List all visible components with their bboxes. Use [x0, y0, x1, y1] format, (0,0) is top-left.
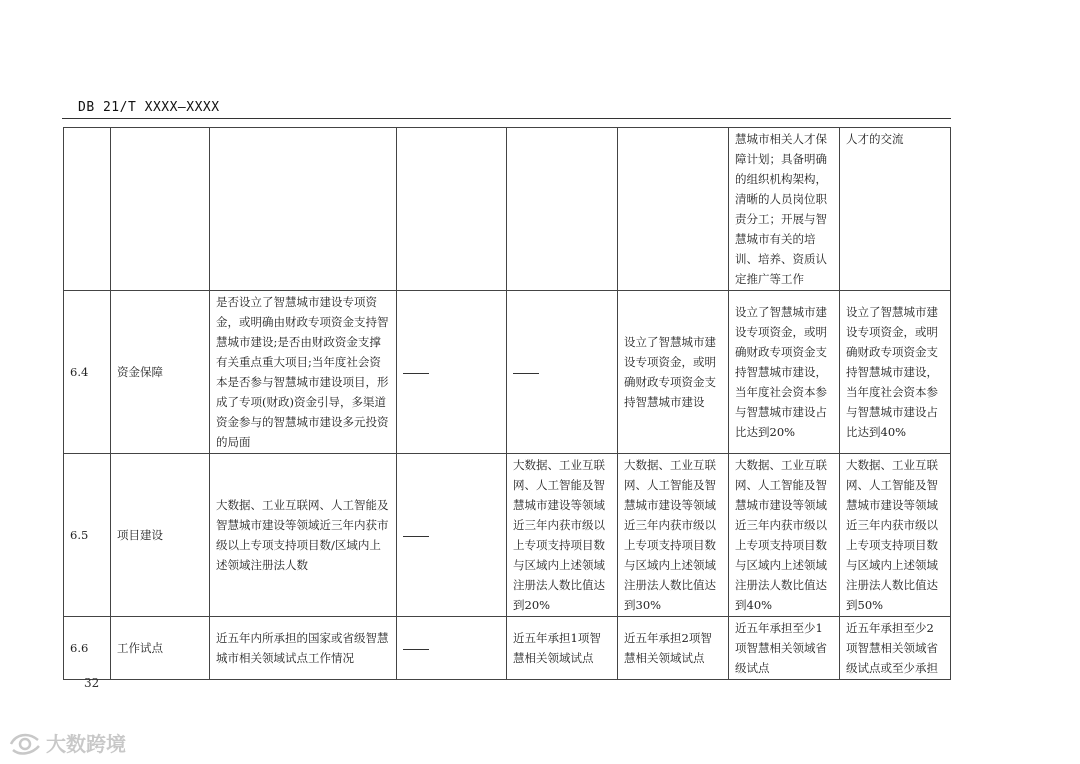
cell-id: 6.4 — [64, 291, 111, 454]
cell-id: 6.5 — [64, 454, 111, 617]
cell-level-5: 设立了智慧城市建设专项资金，或明确财政专项资金支持智慧城市建设，当年度社会资本参与智慧城市建设占比达到40% — [840, 291, 951, 454]
cell-desc: 是否设立了智慧城市建设专项资金，或明确由财政专项资金支持智慧城市建设;是否由财政资金支撑有关重点重大项目;当年度社会资本是否参与智慧城市建设项目，形成了专项(财政)资金引导，多渠道资金参与的智慧城市建设多元投资的局面 — [210, 291, 397, 454]
evaluation-table — [63, 127, 951, 680]
cell-level-1 — [397, 454, 507, 617]
document-code: DB 21/T XXXX—XXXX — [78, 100, 220, 115]
dash-mark — [403, 373, 429, 374]
table-row — [64, 454, 951, 617]
cell-name: 工作试点 — [111, 617, 210, 680]
cell-level-5: 大数据、工业互联网、人工智能及智慧城市建设等领域近三年内获市级以上专项支持项目数与区域内上述领域注册法人数比值达到50% — [840, 454, 951, 617]
cell-level-5: 近五年承担至少2项智慧相关领域省级试点或至少承担 — [840, 617, 951, 680]
cell-level-3: 设立了智慧城市建设专项资金，或明确财政专项资金支持智慧城市建设 — [618, 291, 729, 454]
cell-level-2 — [507, 128, 618, 291]
cell-level-5: 人才的交流 — [840, 128, 951, 291]
cell-id: 6.6 — [64, 617, 111, 680]
page-number: 32 — [84, 676, 100, 690]
table-row — [64, 128, 951, 291]
cell-level-2 — [507, 291, 618, 454]
cell-level-3: 近五年承担2项智慧相关领域试点 — [618, 617, 729, 680]
cell-desc: 大数据、工业互联网、人工智能及智慧城市建设等领域近三年内获市级以上专项支持项目数/区域内上述领域注册法人数 — [210, 454, 397, 617]
cell-level-1 — [397, 617, 507, 680]
cell-level-4: 设立了智慧城市建设专项资金，或明确财政专项资金支持智慧城市建设，当年度社会资本参与智慧城市建设占比达到20% — [729, 291, 840, 454]
table-row — [64, 617, 951, 680]
cell-level-2: 近五年承担1项智慧相关领域试点 — [507, 617, 618, 680]
dash-mark — [403, 649, 429, 650]
cell-level-4: 大数据、工业互联网、人工智能及智慧城市建设等领域近三年内获市级以上专项支持项目数与区域内上述领域注册法人数比值达到40% — [729, 454, 840, 617]
dash-mark — [513, 373, 539, 374]
table-row — [64, 291, 951, 454]
cell-level-4: 慧城市相关人才保障计划；具备明确的组织机构架构，清晰的人员岗位职责分工；开展与智慧城市有关的培训、培养、资质认定推广等工作 — [729, 128, 840, 291]
dash-mark — [403, 536, 429, 537]
header-rule — [62, 118, 951, 119]
eye-logo-icon — [8, 730, 42, 756]
watermark-logo — [8, 728, 126, 757]
cell-level-3: 大数据、工业互联网、人工智能及智慧城市建设等领域近三年内获市级以上专项支持项目数与区域内上述领域注册法人数比值达到30% — [618, 454, 729, 617]
cell-id — [64, 128, 111, 291]
cell-name: 项目建设 — [111, 454, 210, 617]
cell-level-1 — [397, 291, 507, 454]
watermark-brand: 大数跨境 — [46, 732, 126, 756]
cell-level-2: 大数据、工业互联网、人工智能及智慧城市建设等领域近三年内获市级以上专项支持项目数与区域内上述领域注册法人数比值达到20% — [507, 454, 618, 617]
cell-level-3 — [618, 128, 729, 291]
cell-desc: 近五年内所承担的国家或省级智慧城市相关领域试点工作情况 — [210, 617, 397, 680]
cell-name: 资金保障 — [111, 291, 210, 454]
cell-name — [111, 128, 210, 291]
cell-level-4: 近五年承担至少1项智慧相关领域省级试点 — [729, 617, 840, 680]
cell-desc — [210, 128, 397, 291]
cell-level-1 — [397, 128, 507, 291]
